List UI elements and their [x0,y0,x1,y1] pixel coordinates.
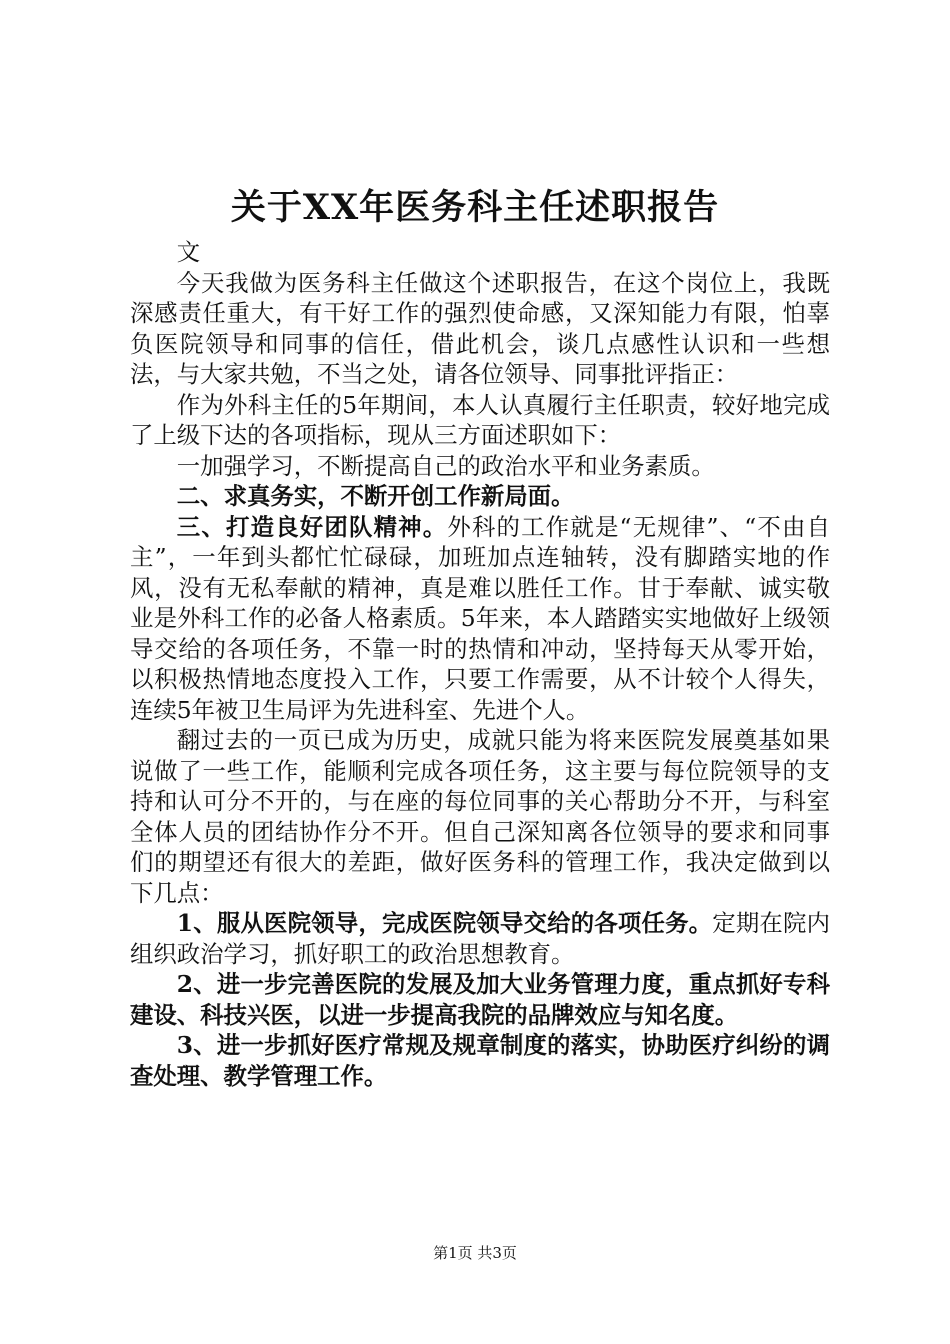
paragraph [130,451,830,482]
paragraph-text: 定期在院内组织政治学习，抓好职工的政治思想教育。 [130,909,830,968]
paragraph [130,908,830,969]
paragraph [130,390,830,451]
document-title: 关于XX年医务科主任述职报告 [230,187,720,228]
paragraph [130,1030,830,1091]
page-footer [0,1243,950,1263]
paragraph-text: 一加强学习，不断提高自己的政治水平和业务素质。 [176,451,715,480]
paragraph [130,237,830,268]
section-heading: 三、打造良好团队精神。 [176,512,448,541]
section-heading: 二、求真务实，不断开创工作新局面。 [176,482,575,510]
paragraph [130,481,830,512]
paragraph-text: 外科的工作就是“无规律”、“不由自主”，一年到头都忙忙碌碌，加班加点连轴转，没有脚踏实地的作风，没有无私奉献的精神，真是难以胜任工作。甘于奉献、诚实敬业是外科工作的必备人格素质。5年来，本人踏踏实实地做好上级领导交给的各项任务，不靠一时的热情和冲动，坚持每天从零开始，以积极热情地态度投入工作，只要工作需要，从不计较个人得失，连续5年被卫生局评为先进科室、先进个人。 [130,512,830,724]
list-item-heading: 1、服从医院领导，完成医院领导交给的各项任务。 [176,909,713,937]
document-body [130,237,830,1091]
paragraph-text: 作为外科主任的5年期间，本人认真履行主任职责，较好地完成了上级下达的各项指标，现从三方面述职如下： [130,390,830,449]
list-item-heading: 2、进一步完善医院的发展及加大业务管理力度，重点抓好专科建设、科技兴医，以进一步提高我院的品牌效应与知名度。 [130,970,830,1029]
paragraph [130,969,830,1030]
paragraph [130,512,830,726]
paragraph-text: 文 [176,238,201,266]
paragraph [130,725,830,908]
paragraph [130,268,830,390]
paragraph-text: 今天我做为医务科主任做这个述职报告，在这个岗位上，我既深感责任重大，有干好工作的强烈使命感，又深知能力有限，怕辜负医院领导和同事的信任，借此机会，谈几点感性认识和一些想法，与大家共勉，不当之处，请各位领导、同事批评指正： [130,268,830,388]
page-number: 第1页 共3页 [433,1244,517,1262]
paragraph-text: 翻过去的一页已成为历史，成就只能为将来医院发展奠基如果说做了一些工作，能顺利完成各项任务，这主要与每位院领导的支持和认可分不开的，与在座的每位同事的关心帮助分不开，与科室全体人员的团结协作分不开。但自己深知离各位领导的要求和同事们的期望还有很大的差距，做好医务科的管理工作，我决定做到以下几点： [130,726,830,907]
list-item-heading: 3、进一步抓好医疗常规及规章制度的落实，协助医疗纠纷的调查处理、教学管理工作。 [130,1031,830,1090]
